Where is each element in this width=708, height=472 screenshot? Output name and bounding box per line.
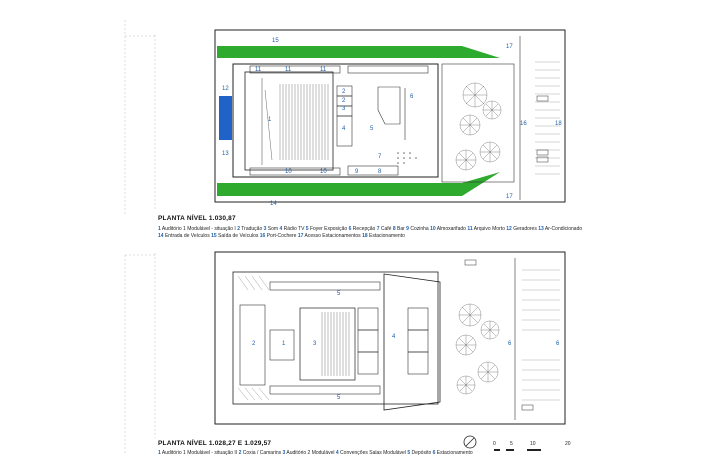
plan1-legend-line1: [158, 226, 582, 233]
p2-label-5a: 5: [337, 291, 341, 297]
legend-number: 9: [406, 226, 409, 232]
legend-text: Geradores: [511, 226, 539, 232]
label-16: 16: [520, 121, 527, 127]
legend-text: Cozinha: [408, 226, 431, 232]
storage-top: [270, 282, 380, 290]
plan1-title: PLANTA NÍVEL 1.030,87: [158, 215, 236, 222]
legend-text: Auditório 1 Modulável - situação I: [160, 226, 238, 232]
p2-label-3: 3: [313, 341, 317, 347]
scale-tick-5: 5: [510, 441, 513, 447]
guide-lines: [125, 20, 155, 455]
scale-bar: [493, 441, 571, 451]
legend-text: Almoxarifado: [435, 226, 468, 232]
plan1-labels: [222, 38, 562, 207]
label-2a: 2: [342, 89, 346, 95]
building-outline: [233, 64, 438, 177]
legend-number: 6: [348, 226, 352, 232]
legend-text: Bar: [395, 226, 407, 232]
cafe-tables: [397, 152, 417, 164]
legend-number: 2: [238, 450, 242, 456]
plan2-legend-line1: [158, 450, 473, 457]
legend-number: 15: [211, 233, 217, 239]
legend-text: Ar-Condicionado: [543, 226, 583, 232]
port-cochere: [442, 64, 514, 182]
p2-label-6b: 6: [556, 341, 560, 347]
legend-number: 6: [432, 450, 436, 456]
legend-text: Foyer Exposição: [308, 226, 349, 232]
legend-text: Recepção: [351, 226, 377, 232]
label-10b: 10: [320, 169, 327, 175]
label-10a: 10: [285, 169, 292, 175]
legend-text: Entrada de Veículos: [163, 233, 212, 239]
legend-number: 7: [376, 226, 380, 232]
legend-text: Café: [379, 226, 393, 232]
legend-number: 12: [506, 226, 512, 232]
label-7: 7: [378, 154, 382, 160]
label-17b: 17: [506, 194, 513, 200]
legend-number: 5: [407, 450, 411, 456]
label-15: 15: [272, 38, 279, 44]
legend-number: 14: [158, 233, 164, 239]
palm-trees-1: [456, 83, 501, 170]
legend-number: 8: [392, 226, 396, 232]
label-17a: 17: [506, 44, 513, 50]
car-3: [537, 157, 548, 162]
service-rooms-top: [250, 66, 428, 175]
legend-text: Convenções Salas Modulável: [338, 450, 408, 456]
label-11c: 11: [320, 67, 327, 73]
ramp-entry: [217, 172, 500, 196]
palm-trees-2: [456, 304, 499, 394]
legend-number: 16: [259, 233, 266, 239]
legend-number: 1: [158, 226, 161, 232]
legend-text: Auditório 2 Modulável: [285, 450, 336, 456]
label-5: 5: [370, 126, 374, 132]
p2-label-1: 1: [282, 341, 286, 347]
p2-label-4: 4: [392, 334, 396, 340]
ramp-exit: [217, 46, 500, 58]
legend-number: 17: [297, 233, 304, 239]
car-1: [537, 96, 548, 101]
plan-level-2: [215, 252, 565, 424]
diagonal-hatch: [238, 276, 269, 400]
legend-number: 10: [430, 226, 436, 232]
legend-number: 1: [158, 450, 161, 456]
label-4: 4: [342, 126, 346, 132]
label-14: 14: [270, 201, 277, 207]
label-11b: 11: [285, 67, 292, 73]
legend-number: 2: [237, 226, 240, 232]
legend-text: Auditório 1 Modulável - situação II: [160, 450, 239, 456]
plan-level-1: [215, 30, 565, 207]
auditorium-seating: [280, 84, 328, 160]
legend-text: Acesso Estacionamentos: [303, 233, 363, 239]
label-18: 18: [555, 121, 562, 127]
legend-text: Rádio TV: [282, 226, 306, 232]
plan2-labels: [252, 291, 560, 401]
car-bottom: [522, 405, 533, 410]
car-2: [537, 150, 548, 155]
generators-block: [219, 96, 232, 140]
plan2-title: PLANTA NÍVEL 1.028,27 E 1.029,57: [158, 440, 272, 447]
legend-number: 3: [282, 450, 286, 456]
legend-text: Depósito: [410, 450, 433, 456]
north-arrow-icon: [464, 436, 476, 448]
auditorium-2: [300, 308, 355, 380]
label-2b: 2: [342, 98, 346, 104]
legend-number: 13: [538, 226, 544, 232]
scale-tick-10: 10: [530, 441, 536, 447]
legend-number: 4: [279, 226, 283, 232]
p2-label-6a: 6: [508, 341, 512, 347]
car-top: [465, 260, 476, 265]
legend-number: 11: [467, 226, 473, 232]
storage-bottom: [270, 386, 380, 394]
label-1: 1: [268, 117, 272, 123]
legend-text: Arquivo Morto: [472, 226, 507, 232]
p2-label-5b: 5: [337, 395, 341, 401]
label-3: 3: [342, 106, 346, 112]
plan1-legend-line2: [158, 233, 405, 240]
label-9: 9: [355, 169, 359, 175]
legend-text: Som: [266, 226, 280, 232]
modular-rooms: [358, 308, 428, 374]
legend-text: Estacionamento: [367, 233, 405, 239]
convention-wing: [384, 274, 440, 410]
label-13: 13: [222, 151, 229, 157]
label-12: 12: [222, 86, 229, 92]
p2-label-2: 2: [252, 341, 256, 347]
legend-text: Port-Cochere: [265, 233, 298, 239]
legend-number: 4: [335, 450, 339, 456]
legend-text: Tradução: [240, 226, 264, 232]
booths: [337, 86, 352, 146]
legend-text: Coxia / Camarins: [241, 450, 283, 456]
label-8: 8: [378, 169, 382, 175]
label-6: 6: [410, 94, 414, 100]
reception-desk: [378, 87, 400, 124]
legend-number: 5: [305, 226, 309, 232]
label-11a: 11: [255, 67, 262, 73]
scale-tick-20: 20: [565, 441, 571, 447]
plan2-building: [233, 272, 438, 404]
legend-number: 18: [362, 233, 368, 239]
scale-tick-0: 0: [493, 441, 496, 447]
auditorium-2-seating: [322, 312, 349, 376]
legend-number: 3: [263, 226, 267, 232]
legend-text: Estacionamento: [435, 450, 473, 456]
legend-text: Saída de Veículos: [216, 233, 260, 239]
parking-stalls-2: [522, 270, 560, 400]
